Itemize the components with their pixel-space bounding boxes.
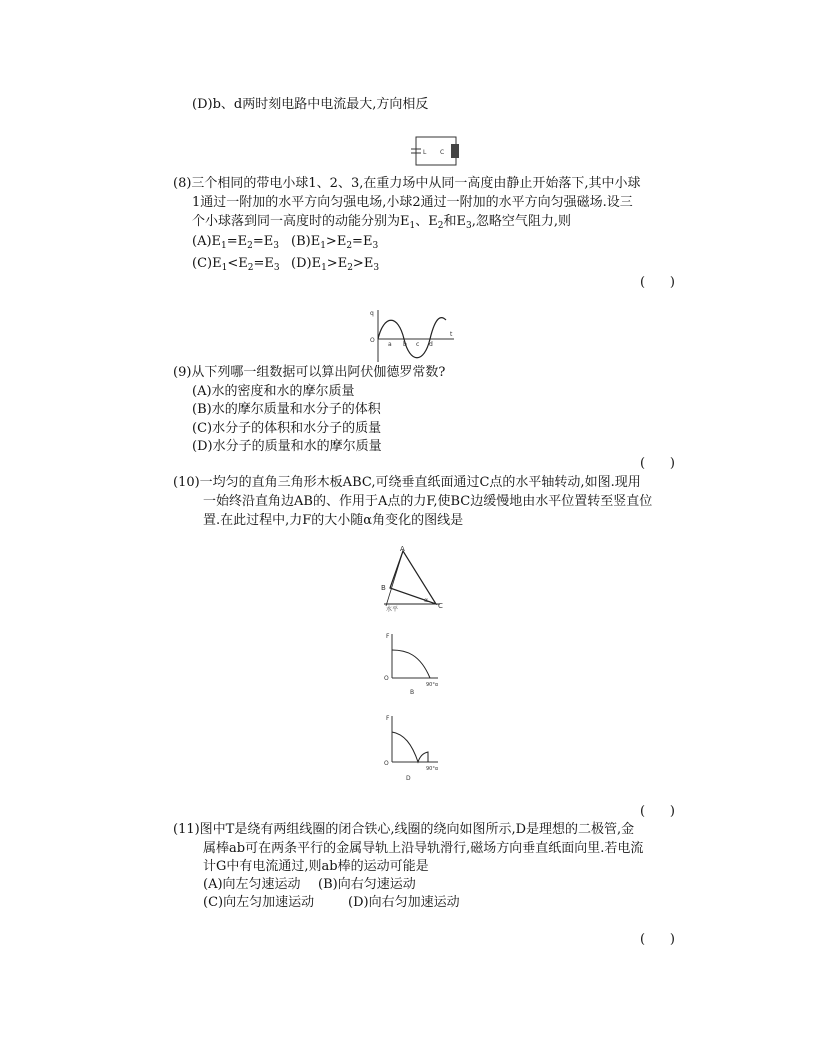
q8-option-d: $(D)E_1>E_2>E_3$	[291, 256, 380, 273]
circuit-wire-loop	[416, 137, 456, 165]
sine-label-o: O	[370, 337, 375, 344]
q10-stem-line-3: 置.在此过程中,力F的大小随α角变化的图线是	[203, 513, 464, 528]
circuit-label-c: C	[440, 149, 445, 156]
sine-label-d: d	[429, 341, 433, 348]
inductor-coil	[451, 144, 459, 158]
q7-option-d: (D)b、d两时刻电路中电流最大,方向相反	[192, 97, 429, 112]
q11-option-b: (B)向右匀速运动	[318, 877, 416, 892]
graph-d-label-90: 90°α	[426, 766, 439, 772]
q8-option-a: $(A)E_1=E_2=E_3$	[192, 234, 280, 251]
q10-stem-line-2: 一始终沿直角边AB的、作用于A点的力F,使BC边缓慢地由水平位置转至竖直位	[203, 494, 653, 509]
graph-b-label-o: O	[384, 675, 389, 682]
force-line	[386, 551, 403, 606]
q8-option-c: $(C)E_1<E_2=E_3$	[192, 256, 280, 273]
graph-b-curve	[392, 650, 430, 678]
graph-b-label-f: F	[386, 633, 390, 640]
q9-stem: (9)从下列哪一组数据可以算出阿伏伽德罗常数?	[173, 365, 446, 380]
circuit-label-l: L	[423, 149, 427, 156]
q11-option-c: (C)向左匀加速运动	[203, 895, 315, 910]
q8-stem-line-1: (8)三个相同的带电小球1、2、3,在重力场中从同一高度由静止开始落下,其中小球	[173, 176, 641, 191]
q11-stem-line-1: (11)图中T是绕有两组线圈的闭合铁心,线圈的绕向如图所示,D是理想的二极管,金	[173, 822, 635, 837]
q8-option-b: $(B)E_1>E_2=E_3$	[291, 234, 379, 251]
triangle-board-figure	[378, 546, 448, 612]
sine-label-q: q	[370, 310, 374, 317]
q11-option-d: (D)向右匀加速运动	[348, 895, 460, 910]
graph-b-label-90: 90°α	[426, 682, 439, 688]
sine-label-t: t	[450, 331, 453, 338]
q9-option-a: (A)水的密度和水的摩尔质量	[192, 384, 355, 399]
triangle-label-alpha: α	[424, 597, 428, 604]
q11-option-a: (A)向左匀速运动	[203, 877, 301, 892]
triangle-label-a: A	[400, 546, 405, 553]
q9-option-b: (B)水的摩尔质量和水分子的体积	[192, 402, 381, 417]
triangle-abc	[390, 551, 436, 604]
graph-b-figure	[382, 630, 444, 696]
q10-answer-paren: ( )	[640, 804, 675, 819]
q11-answer-paren: ( )	[640, 932, 675, 947]
q9-option-d: (D)水分子的质量和水的摩尔质量	[192, 439, 382, 454]
graph-d-label-f: F	[386, 715, 390, 722]
graph-d-figure	[382, 712, 444, 782]
graph-b-label-b: B	[410, 689, 415, 696]
q9-answer-paren: ( )	[640, 456, 675, 471]
triangle-label-c: C	[438, 602, 443, 610]
sine-label-c: c	[416, 341, 420, 348]
q9-option-c: (C)水分子的体积和水分子的质量	[192, 421, 382, 436]
q8-stem-line-3: 个小球落到同一高度时的动能分别为$E_1$、$E_2$和$E_3$,忽略空气阻力,则	[192, 214, 571, 231]
lc-circuit-figure	[410, 134, 462, 170]
q8-stem-line-2: 1通过一附加的水平方向匀强电场,小球2通过一附加的水平方向匀强磁场.设三	[192, 195, 633, 210]
q-t-graph-figure	[368, 306, 458, 364]
q11-stem-line-2: 属棒ab可在两条平行的金属导轨上沿导轨滑行,磁场方向垂直纸面向里.若电流	[203, 841, 644, 856]
graph-d-label-o: O	[384, 760, 389, 767]
q11-stem-line-3: 计G中有电流通过,则ab棒的运动可能是	[203, 859, 429, 874]
triangle-label-horizontal: 水平	[386, 606, 399, 612]
triangle-label-b: B	[381, 584, 386, 592]
graph-d-curve	[392, 732, 428, 762]
sine-label-b: b	[403, 341, 407, 348]
graph-d-label-d: D	[406, 775, 411, 782]
sine-curve	[378, 318, 446, 358]
sine-label-a: a	[388, 341, 392, 348]
q10-stem-line-1: (10)一均匀的直角三角形木板ABC,可绕垂直纸面通过C点的水平轴转动,如图.现用	[173, 475, 641, 490]
q8-answer-paren: ( )	[640, 275, 675, 290]
